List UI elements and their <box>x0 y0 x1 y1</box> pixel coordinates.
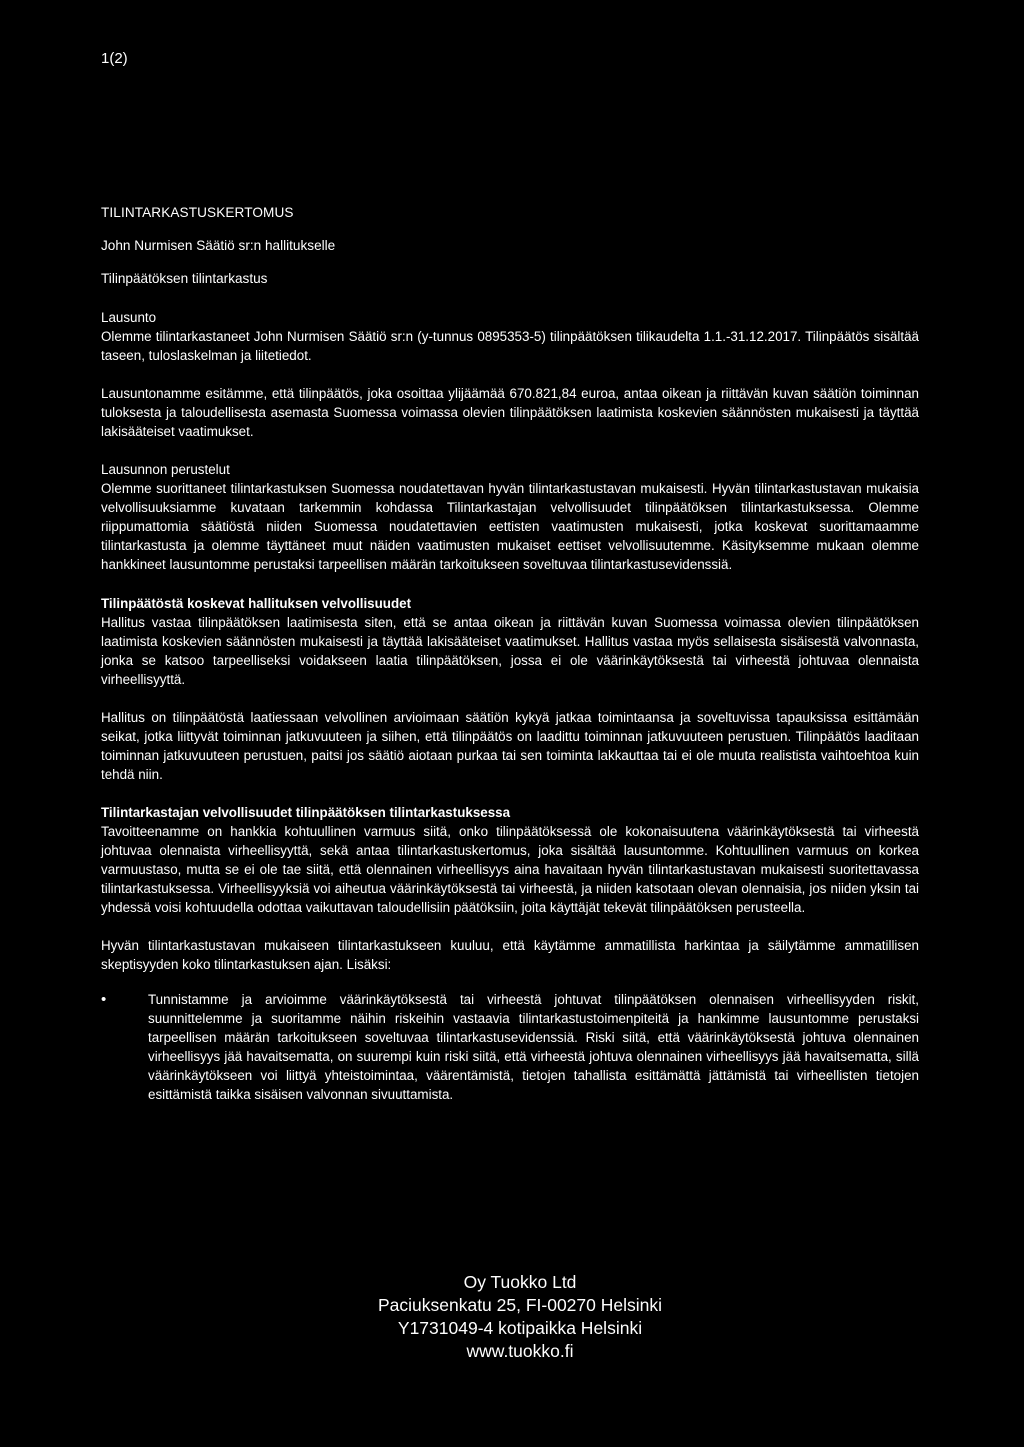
opinion-heading: Lausunto <box>101 310 157 325</box>
footer-company-name: Oy Tuokko Ltd <box>463 1272 577 1292</box>
list-item <box>101 990 919 1104</box>
audit-report-body <box>101 203 919 1104</box>
auditor-responsibilities-heading: Tilintarkastajan velvollisuudet tilinpäätöksen tilintarkastuksessa <box>101 805 511 820</box>
opinion-paragraph-2: Lausuntonamme esitämme, että tilinpäätös, joka osoittaa ylijäämää 670.821,84 euroa, antaa oikean ja riittävän kuvan säätiön toiminnan tuloksesta ja taloudellisesta asemasta Suomessa voimassa olevien tilinpäätöksen laatimista koskevien säännösten mukaisesti ja täyttää lakisääteiset vaatimukset. <box>101 386 919 439</box>
footer-business-id: Y1731049-4 kotipaikka Helsinki <box>397 1318 643 1338</box>
bullet-icon: • <box>101 991 107 1008</box>
board-paragraph-2: Hallitus on tilinpäätöstä laatiessaan velvollinen arvioimaan säätiön kykyä jatkaa toimintaansa ja soveltuvissa tapauksissa esittämään seikat, jotka liittyvät toiminnan jatkuvuuteen ja siihen, että tilinpäätös on laadittu toiminnan jatkuvuuteen perustuen. Tilinpäätös laaditaan toiminnan jatkuvuuteen perustuen, paitsi jos säätiö aiotaan purkaa tai sen toiminta lakkauttaa tai ei ole muuta realistista vaihtoehtoa kuin tehdä niin. <box>101 710 919 782</box>
auditor-paragraph-2: Hyvän tilintarkastustavan mukaiseen tilintarkastukseen kuuluu, että käytämme ammatillista harkintaa ja säilytämme ammatillisen skeptisyyden koko tilintarkastuksen ajan. Lisäksi: <box>101 938 919 972</box>
footer-address: Paciuksenkatu 25, FI-00270 Helsinki <box>377 1295 663 1315</box>
list-item-text: Tunnistamme ja arvioimme väärinkäytöksestä tai virheestä johtuvat tilinpäätöksen olennaisen virheellisyyden riskit, suunnittelemme ja suoritamme näihin riskeihin vastaavia tilintarkastustoimenpiteitä ja hankimme lausuntomme perustaksi tarpeellisen määrän tarkoitukseen soveltuvaa tilintarkastusevidenssiä. Riski siitä, että väärinkäytöksestä johtuva olennainen virheellisyys jää havaitsematta, on suurempi kuin riski siitä, että virheestä johtuva olennainen virheellisyys jää havaitsematta, sillä väärinkäytökseen voi liittyä yhteistoimintaa, väärentämistä, tietojen tahallista esittämättä jättämistä tai virheellisten tietojen esittämistä taikka sisäisen valvonnan sivuuttamista. <box>148 992 919 1102</box>
auditor-bullet-list <box>101 990 919 1104</box>
report-title: TILINTARKASTUSKERTOMUS <box>101 205 294 220</box>
company-footer <box>330 1271 710 1363</box>
basis-heading: Lausunnon perustelut <box>101 462 230 477</box>
audit-section-heading: Tilinpäätöksen tilintarkastus <box>101 271 268 286</box>
opinion-paragraph-1: Olemme tilintarkastaneet John Nurmisen Säätiö sr:n (y-tunnus 0895353-5) tilinpäätöksen tilikaudelta 1.1.-31.12.2017. Tilinpäätös sisältää taseen, tuloslaskelman ja liitetiedot. <box>101 329 919 363</box>
footer-website: www.tuokko.fi <box>466 1341 574 1361</box>
report-recipient: John Nurmisen Säätiö sr:n hallitukselle <box>101 238 336 253</box>
board-responsibilities-heading: Tilinpäätöstä koskevat hallituksen velvollisuudet <box>101 596 412 611</box>
board-paragraph-1: Hallitus vastaa tilinpäätöksen laatimisesta siten, että se antaa oikean ja riittävän kuvan Suomessa voimassa olevien tilinpäätöksen laatimista koskevien säännösten mukaisesti ja täyttää lakisääteiset vaatimukset. Hallitus vastaa myös sellaisesta sisäisestä valvonnasta, jonka se katsoo tarpeelliseksi voidakseen laatia tilinpäätöksen, jossa ei ole väärinkäytöksestä tai virheestä johtuvaa olennaista virheellisyyttä. <box>101 615 919 687</box>
basis-paragraph: Olemme suorittaneet tilintarkastuksen Suomessa noudatettavan hyvän tilintarkastustavan mukaisesti. Hyvän tilintarkastustavan mukaisia velvollisuuksiamme kuvataan tarkemmin kohdassa Tilintarkastajan velvollisuudet tilinpäätöksen tilintarkastuksessa. Olemme riippumattomia säätiöstä niiden Suomessa noudatettavien eettisten vaatimusten mukaisesti, jotka koskevat suorittamaamme tilintarkastusta ja olemme täyttäneet muut näiden vaatimusten mukaiset eettiset velvollisuutemme. Käsityksemme mukaan olemme hankkineet lausuntomme perustaksi tarpeellisen määrän tarkoitukseen soveltuvaa tilintarkastusevidenssiä. <box>101 481 919 572</box>
page-number: 1(2) <box>101 50 128 67</box>
auditor-paragraph-1: Tavoitteenamme on hankkia kohtuullinen varmuus siitä, onko tilinpäätöksessä ole kokonaisuutena väärinkäytöksestä tai virheestä johtuvaa olennaista virheellisyyttä, sekä antaa tilintarkastuskertomus, joka sisältää lausuntomme. Kohtuullinen varmuus on korkea varmuustaso, mutta se ei ole tae siitä, että olennainen virheellisyys aina havaitaan hyvän tilintarkastustavan mukaisesti suoritettavassa tilintarkastuksessa. Virheellisyyksiä voi aiheutua väärinkäytöksestä tai virheestä, ja niiden katsotaan olevan olennaisia, jos niiden yksin tai yhdessä voisi kohtuudella odottaa vaikuttavan taloudellisiin päätöksiin, joita käyttäjät tekevät tilinpäätöksen perusteella. <box>101 824 919 915</box>
